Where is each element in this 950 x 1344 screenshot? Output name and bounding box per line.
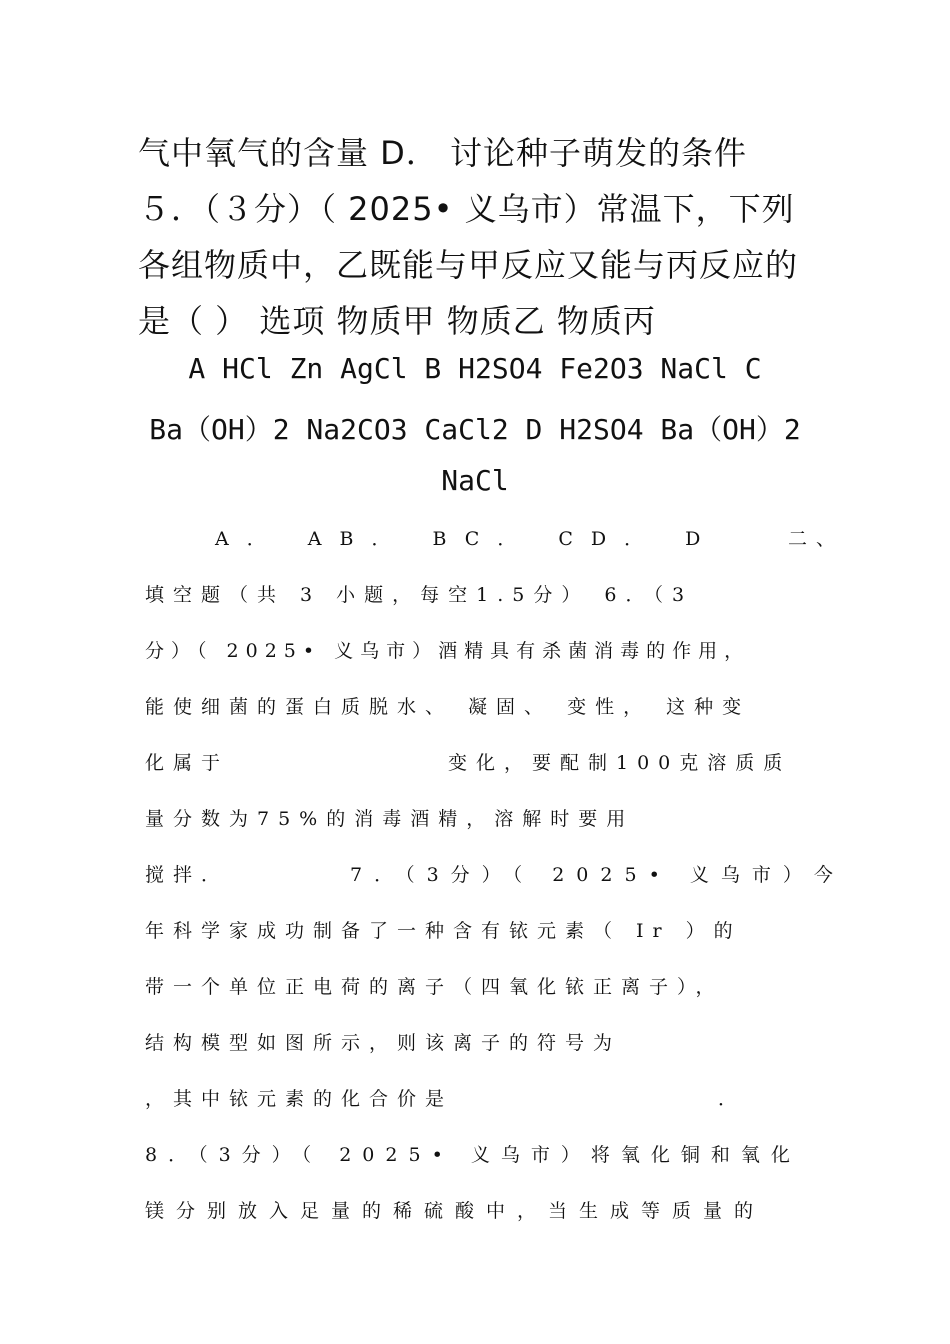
text-line-3: 各组物质中，乙既能与甲反应又能与丙反应的 — [138, 246, 799, 284]
text-line-15: 年科学家成功制备了一种含有铱元素（ Ir ）的 — [145, 920, 742, 942]
section-two-label: 二、 — [788, 528, 845, 550]
text-line-18b: ． — [718, 1088, 747, 1110]
text-line-5: A HCl Zn AgCl B H2SO4 Fe2O3 NaCl C — [188, 352, 762, 385]
text-line-14a: 搅拌． — [145, 864, 230, 886]
text-line-9: 填空题（共 3 小题，每空1.5分） 6．（3 — [145, 584, 694, 606]
text-line-6: Ba（OH）2 Na2CO3 CaCl2 D H2SO4 Ba（OH）2 — [149, 413, 801, 446]
text-line-11: 能使细菌的蛋白质脱水、 凝固、 变性， 这种变 — [145, 696, 751, 718]
text-line-16: 带一个单位正电荷的离子（四氧化铱正离子）， — [145, 976, 724, 998]
text-line-12b: 变化，要配制100克溶质质 — [448, 752, 792, 774]
text-line-7: NaCl — [441, 464, 509, 497]
text-line-10: 分）（ 2025• 义乌市）酒精具有杀菌消毒的作用， — [145, 640, 751, 662]
text-line-19: 8．（3分）（ 2025• 义乌市）将氧化铜和氧化 — [145, 1144, 801, 1166]
text-line-4: 是（ ） 选项 物质甲 物质乙 物质丙 — [138, 302, 656, 340]
text-line-13: 量分数为75%的消毒酒精，溶解时要用 — [145, 808, 635, 830]
text-line-12a: 化属于 — [145, 752, 230, 774]
text-line-17: 结构模型如图所示，则该离子的符号为 — [145, 1032, 622, 1054]
text-line-2: ５．（３分）（ 2025• 义乌市）常温下，下列 — [138, 190, 795, 228]
text-line-1: 气中氧气的含量 D． 讨论种子萌发的条件 — [138, 134, 747, 172]
answer-options: A． AB． BC． CD． D — [215, 528, 719, 550]
text-line-18a: ，其中铱元素的化合价是 — [145, 1088, 454, 1110]
text-line-14b: 7．（3分）（ 2025• 义乌市）今 — [350, 864, 845, 886]
text-line-20: 镁分别放入足量的稀硫酸中，当生成等质量的 — [145, 1200, 766, 1222]
